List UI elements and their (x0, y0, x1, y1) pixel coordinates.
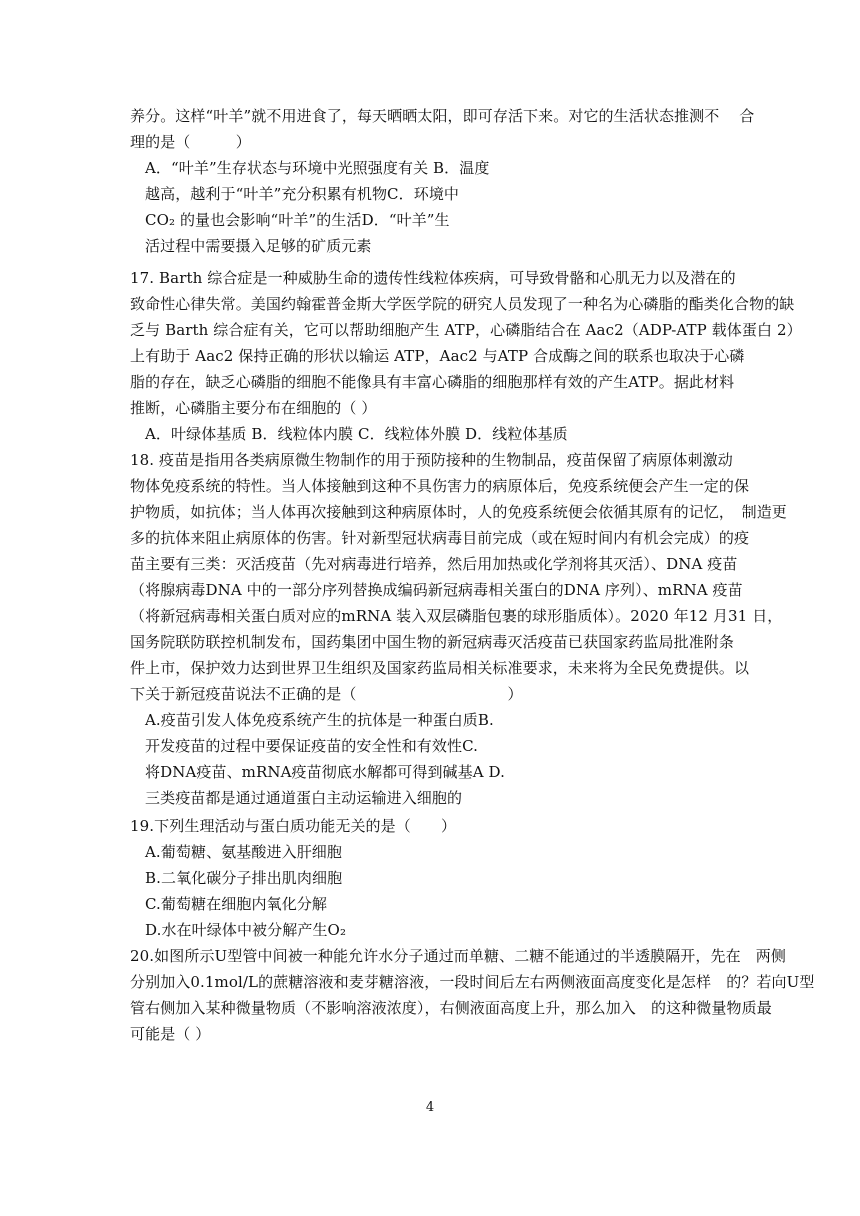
question-17-line: 17. Barth 综合症是一种威胁生命的遗传性线粒体疾病，可导致骨骼和心肌无力以及潜在的 (130, 269, 736, 287)
choice-line: 越高，越利于“叶羊”充分积累有机物C．环境中 (145, 185, 460, 203)
choice-line: D.水在叶绿体中被分解产生O₂ (145, 921, 347, 939)
text-line: （将腺病毒DNA 中的一部分序列替换成编码新冠病毒相关蛋白的DNA 序列）、mRNA 疫苗 (130, 581, 743, 599)
page-number: 4 (425, 1100, 435, 1115)
question-18-line: 18. 疫苗是指用各类病原微生物制作的用于预防接种的生物制品，疫苗保留了病原体刺激动 (130, 451, 733, 469)
text-line: 上有助于 Aac2 保持正确的形状以输运 ATP，Aac2 与ATP 合成酶之间的联系也取决于心磷 (130, 347, 745, 365)
choice-line: 三类疫苗都是通过通道蛋白主动运输进入细胞的 (145, 789, 463, 807)
text-line: 致命性心律失常。美国约翰霍普金斯大学医学院的研究人员发现了一种名为心磷脂的酯类化合物的缺 (130, 295, 795, 313)
text-line: 理的是（ ） (130, 133, 251, 151)
choice-line: 将DNA疫苗、mRNA疫苗彻底水解都可得到碱基A D. (145, 763, 506, 781)
text-line: 件上市，保护效力达到世界卫生组织及国家药监局相关标准要求，未来将为全民免费提供。以 (130, 659, 750, 677)
text-line: 国务院联防联控机制发布，国药集团中国生物的新冠病毒灭活疫苗已获国家药监局批准附条 (130, 633, 735, 651)
text-line: 可能是（ ） (130, 1025, 211, 1043)
text-line: 物体免疫系统的特性。当人体接触到这种不具伤害力的病原体后，免疫系统便会产生一定的保 (130, 477, 750, 495)
text-line: 多的抗体来阻止病原体的伤害。针对新型冠状病毒目前完成（或在短时间内有机会完成）的疫 (130, 529, 750, 547)
choice-line: 开发疫苗的过程中要保证疫苗的安全性和有效性C. (145, 737, 479, 755)
choice-line: C.葡萄糖在细胞内氧化分解 (145, 895, 328, 913)
choice-line: A．叶绿体基质 B．线粒体内膜 C．线粒体外膜 D．线粒体基质 (145, 425, 568, 443)
choice-line: A.葡萄糖、氨基酸进入肝细胞 (145, 843, 343, 861)
choice-line: B.二氧化碳分子排出肌肉细胞 (145, 869, 343, 887)
text-line: 下关于新冠疫苗说法不正确的是（ ） (130, 685, 523, 703)
text-line: 管右侧加入某种微量物质（不影响溶液浓度），右侧液面高度上升，那么加入 的这种微量物质最 (130, 999, 772, 1017)
text-line: 推断，心磷脂主要分布在细胞的（ ） (130, 399, 377, 417)
choice-line: A．“叶羊”生存状态与环境中光照强度有关 B．温度 (145, 159, 490, 177)
text-line: 养分。这样“叶羊”就不用进食了，每天晒晒太阳，即可存活下来。对它的生活状态推测不 合 (130, 107, 755, 125)
text-line: 苗主要有三类：灭活疫苗（先对病毒进行培养，然后用加热或化学剂将其灭活）、DNA 疫苗 (130, 555, 738, 573)
text-line: （将新冠病毒相关蛋白质对应的mRNA 装入双层磷脂包裹的球形脂质体）。2020 年12 月31 日， (130, 607, 783, 625)
choice-line: 活过程中需要摄入足够的矿质元素 (145, 237, 372, 255)
text-line: 护物质，如抗体；当人体再次接触到这种病原体时，人的免疫系统便会依循其原有的记忆， 制造更 (130, 503, 787, 521)
choice-line: A.疫苗引发人体免疫系统产生的抗体是一种蛋白质B. (145, 711, 494, 729)
text-line: 乏与 Barth 综合症有关，它可以帮助细胞产生 ATP，心磷脂结合在 Aac2（ADP-ATP 载体蛋白 2） (130, 321, 802, 339)
question-20-line: 20.如图所示U型管中间被一种能允许水分子通过而单糖、二糖不能通过的半透膜隔开，先在 两侧 (130, 947, 787, 965)
choice-line: CO₂ 的量也会影响“叶羊”的生活D．“叶羊”生 (145, 211, 450, 229)
text-line: 脂的存在，缺乏心磷脂的细胞不能像具有丰富心磷脂的细胞那样有效的产生ATP。据此材料 (130, 373, 735, 391)
text-line: 分别加入0.1mol/L的蔗糖溶液和麦芽糖溶液，一段时间后左右两侧液面高度变化是怎样 的？若向U型 (130, 973, 815, 991)
question-19-line: 19.下列生理活动与蛋白质功能无关的是（ ） (130, 817, 457, 835)
